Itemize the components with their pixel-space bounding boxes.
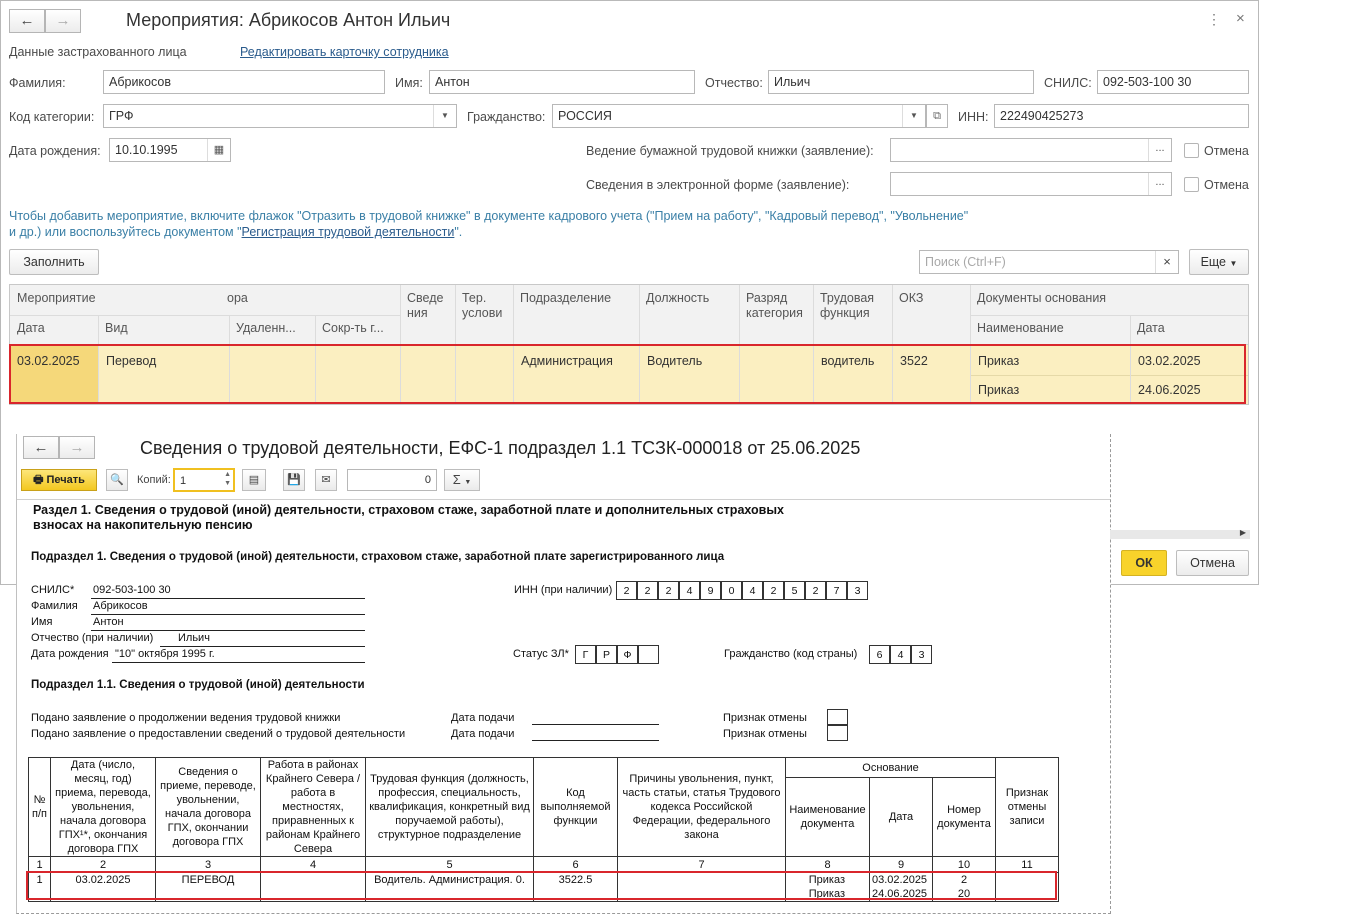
column-number: 4 — [261, 857, 366, 873]
surname-value: Абрикосов — [93, 600, 148, 612]
toolbar-divider — [17, 499, 1111, 500]
paper-book-label: Ведение бумажной трудовой книжки (заявление): — [586, 144, 874, 158]
spin-icon[interactable]: ▲ ▼ — [224, 471, 231, 487]
cancel-button[interactable]: Отмена — [1176, 550, 1249, 576]
back-button[interactable] — [9, 9, 45, 33]
inn-digit-cell: 3 — [847, 581, 868, 600]
snils-field[interactable]: 092-503-100 30 — [1097, 70, 1249, 94]
cell-date: 03.02.2025 — [51, 873, 156, 902]
col-header-work: ора — [227, 291, 248, 305]
row-department: Администрация — [521, 354, 613, 368]
cell-code: 3522.5 — [534, 873, 618, 902]
inn-digit-cell: 2 — [616, 581, 637, 600]
copies-value: 1 — [180, 475, 187, 487]
col-header-date[interactable]: Дата — [10, 315, 98, 345]
section-title — [33, 503, 784, 533]
birth-date-field[interactable] — [109, 138, 231, 162]
underline — [91, 614, 365, 615]
th-basis: Основание — [786, 758, 996, 778]
row-kind: Перевод — [106, 354, 157, 368]
status-cell: Р — [596, 645, 617, 664]
column-number: 2 — [51, 857, 156, 873]
hint-line-2 — [9, 224, 462, 240]
open-citizenship-icon[interactable]: ⧉ — [926, 104, 948, 128]
doc-number: 20 — [957, 888, 971, 900]
category-code-select[interactable] — [103, 104, 457, 128]
paper-book-field[interactable] — [890, 138, 1172, 162]
inn-digit-cell: 4 — [742, 581, 763, 600]
inn-digit-cell: 5 — [784, 581, 805, 600]
row-doc-name: Приказ — [978, 354, 1020, 368]
scroll-right-icon[interactable]: ▶ — [1239, 528, 1246, 537]
arrow-left-icon: ← — [19, 12, 35, 29]
inn-label: ИНН (при наличии) — [514, 584, 613, 596]
cell-info: ПЕРЕВОД — [156, 873, 261, 902]
chevron-down-icon: ▼ — [1229, 259, 1238, 268]
th-reasons: Причины увольнения, пункт, часть статьи, статья Трудового кодекса Российской Федерации, федерального закона — [618, 758, 786, 857]
print-button[interactable] — [21, 469, 97, 491]
col-header-territory[interactable]: Тер. услови — [455, 285, 513, 345]
patronymic-value: Ильич — [178, 632, 210, 644]
sum-field[interactable]: 0 — [347, 469, 437, 491]
col-header-info[interactable]: Сведе ния — [400, 285, 455, 345]
cell-number: 1 — [29, 873, 51, 902]
inn-digit-cell: 2 — [658, 581, 679, 600]
th-doc-name: Наименование документа — [786, 778, 870, 857]
cancel-sign-label: Признак отмены — [723, 712, 807, 724]
col-header-labor-function[interactable]: Трудовая функция — [813, 285, 892, 345]
name-value: Антон — [93, 616, 124, 628]
inn-digit-cell: 9 — [700, 581, 721, 600]
col-header-okz[interactable]: ОКЗ — [892, 285, 970, 345]
chevron-down-icon: ▼ — [464, 479, 472, 486]
underline — [91, 630, 365, 631]
col-header-shortened[interactable]: Сокр-ть г... — [315, 315, 400, 345]
underline — [160, 646, 365, 647]
header-divider — [970, 315, 1249, 316]
snils-label: СНИЛС: — [1044, 76, 1092, 90]
citizenship-label: Гражданство: — [467, 110, 546, 124]
sum-button[interactable] — [444, 469, 480, 491]
more-button-label: Еще — [1200, 255, 1227, 269]
surname-field[interactable]: Абрикосов — [103, 70, 385, 94]
submit-date-label: Дата подачи — [451, 728, 515, 740]
doc-number: 2 — [960, 874, 968, 886]
search-input[interactable] — [919, 250, 1179, 274]
doc-date: 24.06.2025 — [872, 888, 928, 900]
select-ellipsis-button[interactable]: ... — [1148, 139, 1171, 161]
citizenship-value: РОССИЯ — [558, 109, 612, 123]
inn-digit-cell: 7 — [826, 581, 847, 600]
more-button[interactable] — [1189, 249, 1249, 275]
col-header-rank[interactable]: Разряд категория — [739, 285, 813, 345]
inn-label: ИНН: — [958, 110, 989, 124]
arrow-right-icon: → — [55, 12, 71, 29]
submit-date-label: Дата подачи — [451, 712, 515, 724]
section-title-line-2: взносах на накопительную пенсию — [33, 518, 253, 532]
col-group-documents[interactable]: Документы основания — [970, 285, 1249, 315]
col-header-doc-date[interactable]: Дата — [1130, 315, 1249, 345]
row-date: 03.02.2025 — [17, 354, 80, 368]
cancel-sign-box — [827, 709, 848, 725]
citizenship-label: Гражданство (код страны) — [724, 648, 858, 660]
name-label: Имя: — [395, 76, 423, 90]
th-doc-date: Дата — [870, 778, 933, 857]
inn-digit-cell: 2 — [637, 581, 658, 600]
save-icon[interactable]: 💾 — [283, 469, 305, 491]
row-labor-function: водитель — [821, 354, 875, 368]
column-number: 9 — [870, 857, 933, 873]
row-highlight-frame — [9, 344, 1246, 404]
inn-digit-cell: 0 — [721, 581, 742, 600]
col-header-department[interactable]: Подразделение — [513, 285, 639, 345]
inn-digit-cell: 2 — [763, 581, 784, 600]
select-ellipsis-button[interactable]: ... — [1148, 173, 1171, 195]
name-label: Имя — [31, 616, 53, 628]
underline — [112, 662, 365, 663]
snils-label: СНИЛС* — [31, 584, 75, 596]
underline — [532, 740, 659, 741]
copies-label: Копий: — [137, 474, 171, 486]
birth-date-value: 10.10.1995 — [115, 143, 178, 157]
more-actions-icon[interactable]: ⋮ — [1207, 11, 1221, 27]
th-number: № п/п — [29, 758, 51, 857]
citizenship-code-cell: 4 — [890, 645, 911, 664]
subsection-1-1-title: Подраздел 1.1. Сведения о трудовой (иной) деятельности — [31, 679, 365, 691]
inn-digit-cell: 2 — [805, 581, 826, 600]
cancel-sign-box — [827, 725, 848, 741]
row-doc-date: 24.06.2025 — [1138, 383, 1201, 397]
column-number: 3 — [156, 857, 261, 873]
forward-button[interactable] — [45, 9, 81, 33]
doc-date: 03.02.2025 — [872, 874, 928, 886]
paper-book-cancel-checkbox[interactable] — [1184, 143, 1199, 158]
clear-search-icon[interactable]: × — [1155, 251, 1178, 273]
print-button-label: Печать — [46, 474, 85, 486]
th-north: Работа в районах Крайнего Севера / работа в местностях, приравненных к районам Крайнего Севера — [261, 758, 366, 857]
insured-person-label: Данные застрахованного лица — [9, 45, 187, 59]
category-code-label: Код категории: — [9, 110, 95, 124]
inn-field[interactable]: 222490425273 — [994, 104, 1249, 128]
close-icon[interactable]: × — [1236, 10, 1245, 27]
column-number: 1 — [29, 857, 51, 873]
cancel-sign-label: Признак отмены — [723, 728, 807, 740]
doc-name: Приказ — [808, 874, 845, 886]
row-okz: 3522 — [900, 354, 928, 368]
row-doc-date: 03.02.2025 — [1138, 354, 1201, 368]
register-activity-link[interactable]: Регистрация трудовой деятельности — [241, 225, 455, 239]
arrow-left-icon: ← — [33, 439, 49, 456]
header-divider — [10, 315, 400, 316]
electronic-form-cancel-checkbox[interactable] — [1184, 177, 1199, 192]
printer-icon: 🖶 — [33, 474, 44, 486]
inn-digit-cell: 4 — [679, 581, 700, 600]
citizenship-select[interactable] — [552, 104, 926, 128]
status-cell: Ф — [617, 645, 638, 664]
th-cancel: Признак отмены записи — [996, 758, 1059, 857]
birth-date-label: Дата рождения — [31, 648, 109, 660]
back-button[interactable] — [23, 436, 59, 459]
col-header-event: Мероприятие — [17, 291, 96, 305]
status-cell: Г — [575, 645, 596, 664]
birth-date-value: "10" октября 1995 г. — [115, 648, 215, 660]
column-number: 6 — [534, 857, 618, 873]
search-placeholder: Поиск (Ctrl+F) — [925, 255, 1006, 269]
snils-value: 092-503-100 30 — [93, 584, 171, 596]
sum-icon: Σ — [452, 472, 461, 487]
fill-button[interactable]: Заполнить — [9, 249, 99, 275]
underline — [532, 724, 659, 725]
hint-text-post: ". — [454, 225, 463, 239]
col-header-kind[interactable]: Вид — [98, 315, 229, 345]
email-icon[interactable]: ✉ — [315, 469, 337, 491]
window-title: Мероприятия: Абрикосов Антон Ильич — [126, 10, 451, 30]
ok-button[interactable]: ОК — [1121, 550, 1167, 576]
status-cell — [638, 645, 659, 664]
chevron-down-icon[interactable]: ▼ — [433, 105, 456, 127]
edit-employee-card-link[interactable]: Редактировать карточку сотрудника — [240, 45, 449, 59]
underline — [91, 598, 365, 599]
surname-label: Фамилия — [31, 600, 78, 612]
citizenship-code-cell: 6 — [869, 645, 890, 664]
electronic-form-label: Сведения в электронной форме (заявление): — [586, 178, 850, 192]
th-doc-number: Номер документа — [933, 778, 996, 857]
th-function: Трудовая функция (должность, профессия, специальность, квалификация, конкретный вид поручаемой работы), структурное подразделение — [366, 758, 534, 857]
report-row-highlight-frame — [26, 871, 1057, 900]
col-group-work[interactable] — [220, 285, 400, 315]
electronic-form-cancel-label: Отмена — [1204, 178, 1249, 192]
birth-date-label: Дата рождения: — [9, 144, 101, 158]
chevron-down-icon[interactable]: ▼ — [902, 105, 925, 127]
column-number: 5 — [366, 857, 534, 873]
horizontal-scrollbar[interactable] — [1110, 530, 1250, 539]
column-number: 11 — [996, 857, 1059, 873]
copies-input[interactable] — [173, 468, 235, 492]
column-number: 7 — [618, 857, 786, 873]
citizenship-code-cell: 3 — [911, 645, 932, 664]
provide-info-label: Подано заявление о предоставлении сведений о трудовой деятельности — [31, 728, 406, 740]
report-window-title: Сведения о трудовой деятельности, ЕФС-1 подраздел 1.1 ТСЗК-000018 от 25.06.2025 — [140, 438, 861, 458]
th-date: Дата (число, месяц, год) приема, перевода, увольнения, начала договора ГПХ¹*, окончания договора ГПХ — [51, 758, 156, 857]
forward-button[interactable] — [59, 436, 95, 459]
col-header-remote[interactable]: Удаленн... — [229, 315, 315, 345]
subsection-title: Подраздел 1. Сведения о трудовой (иной) деятельности, страховом стаже, заработной плате зарегистрированного лица — [31, 551, 725, 563]
electronic-form-field[interactable] — [890, 172, 1172, 196]
surname-label: Фамилия: — [9, 76, 66, 90]
category-code-value: ГРФ — [109, 109, 134, 123]
patronymic-label: Отчество: — [705, 76, 763, 90]
settings-icon[interactable]: ▤ — [242, 469, 266, 491]
patronymic-label: Отчество (при наличии) — [31, 632, 154, 644]
patronymic-field[interactable]: Ильич — [768, 70, 1034, 94]
col-header-position[interactable]: Должность — [639, 285, 739, 345]
continue-book-label: Подано заявление о продолжении ведения трудовой книжки — [31, 712, 341, 724]
section-title-line-1: Раздел 1. Сведения о трудовой (иной) деятельности, страховом стаже, заработной плате и дополнительных страховых — [33, 503, 784, 517]
status-label: Статус ЗЛ* — [513, 648, 569, 660]
row-doc-name: Приказ — [978, 383, 1020, 397]
paper-book-cancel-label: Отмена — [1204, 144, 1249, 158]
cell-function: Водитель. Администрация. 0. — [366, 873, 534, 902]
preview-icon[interactable]: 🔍 — [106, 469, 128, 491]
th-info: Сведения о приеме, переводе, увольнении, начала договора ГПХ, окончании договора ГПХ — [156, 758, 261, 857]
column-number: 8 — [786, 857, 870, 873]
column-number: 10 — [933, 857, 996, 873]
hint-text-pre: и др.) или воспользуйтесь документом " — [9, 225, 242, 239]
row-position: Водитель — [647, 354, 703, 368]
col-header-doc-name[interactable]: Наименование — [970, 315, 1130, 345]
hint-line-1: Чтобы добавить мероприятие, включите флажок "Отразить в трудовой книжке" в документе кадрового учета ("Прием на работу", "Кадровый перевод", "Увольнение" — [9, 209, 969, 223]
calendar-icon[interactable]: ▦ — [207, 139, 230, 161]
arrow-right-icon: → — [69, 439, 85, 456]
th-code: Код выполняемой функции — [534, 758, 618, 857]
name-field[interactable]: Антон — [429, 70, 695, 94]
doc-name: Приказ — [808, 888, 845, 900]
